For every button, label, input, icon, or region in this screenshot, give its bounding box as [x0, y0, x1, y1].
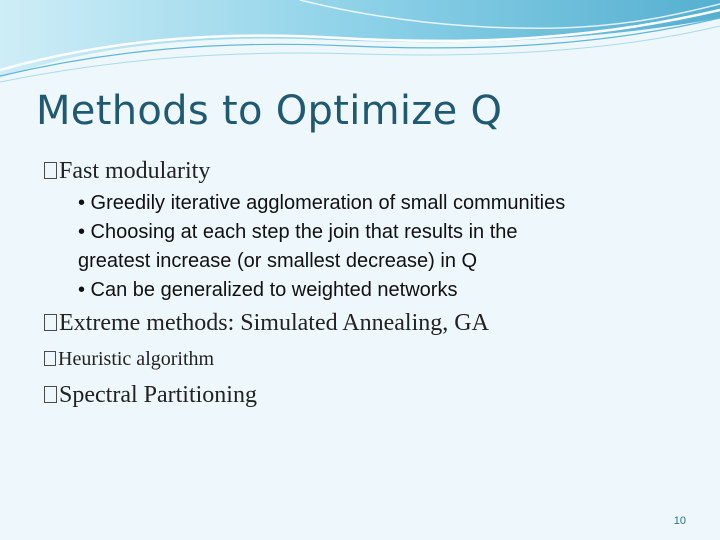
bullet-box-icon — [44, 162, 57, 179]
bullet-fast-modularity: Fast modularity — [44, 158, 210, 185]
bullet-spectral-partitioning: Spectral Partitioning — [44, 382, 257, 409]
sub-bullet-item: greatest increase (or smallest decrease) in Q — [78, 250, 478, 272]
bullet-box-icon — [44, 386, 57, 403]
sub-bullet-item: • Can be generalized to weighted networks — [78, 279, 458, 301]
bullet-extreme-methods: Extreme methods: Simulated Annealing, GA — [44, 310, 489, 337]
bullet-heuristic-algorithm: Heuristic algorithm — [44, 348, 214, 371]
sub-bullet-item: • Greedily iterative agglomeration of small communities — [78, 192, 566, 214]
bullet-box-icon — [44, 314, 57, 331]
bullet-box-icon — [44, 351, 56, 366]
slide-title: Methods to Optimize Q — [36, 88, 503, 134]
page-number: 10 — [673, 515, 686, 527]
header-wave-decoration — [0, 0, 720, 90]
sub-bullet-item: • Choosing at each step the join that results in the — [78, 221, 518, 243]
sub-bullet-list — [78, 189, 678, 305]
